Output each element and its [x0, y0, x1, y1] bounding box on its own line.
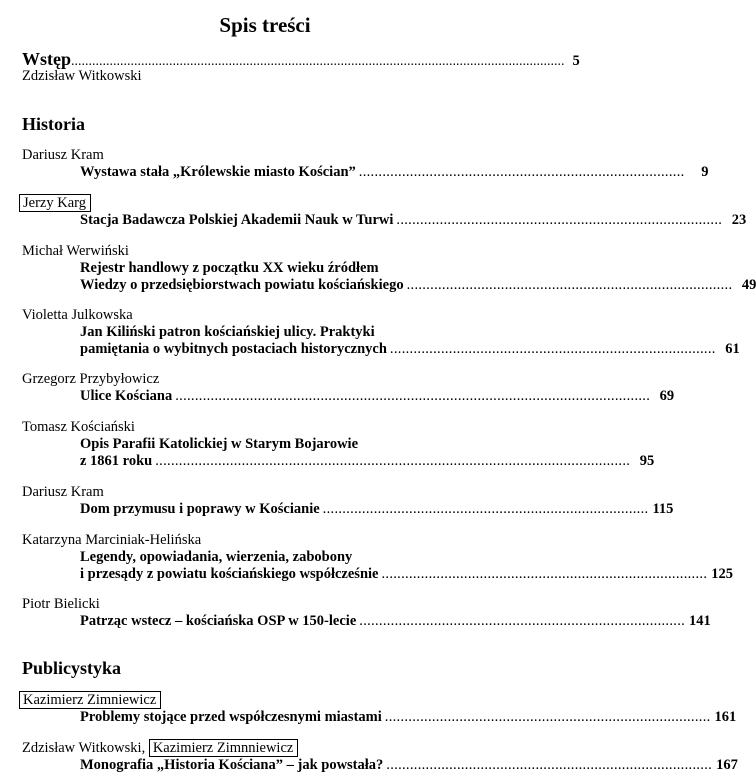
dot-leader: ...................................................................................	[406, 277, 733, 293]
page-number: 125	[711, 566, 733, 582]
entry-title: i przesądy z powiatu kościańskiego współcześnie	[80, 566, 379, 582]
entry-author: Katarzyna Marciniak-Helińska	[22, 532, 202, 548]
page-number: 95	[639, 453, 655, 469]
entry-author	[22, 740, 298, 757]
toc-entry[interactable]	[80, 164, 709, 181]
entry-title: pamiętania o wybitnych postaciach historycznych	[80, 341, 387, 357]
toc-entry[interactable]	[80, 757, 738, 774]
page-title: Spis treści	[219, 13, 311, 37]
author-prefix: Zdzisław Witkowski,	[22, 740, 146, 756]
dot-leader: ...................................................................................	[322, 501, 649, 517]
entry-title: Problemy stojące przed współczesnymi miastami	[80, 709, 382, 725]
toc-entry[interactable]	[80, 260, 756, 294]
page-number: 49	[741, 277, 756, 293]
dot-leader: ...................................................................................	[396, 212, 723, 228]
entry-title: Wiedzy o przedsiębiorstwach powiatu kościańskiego	[80, 277, 404, 293]
entry-author: Tomasz Kościański	[22, 419, 135, 435]
toc-entry[interactable]	[80, 709, 737, 726]
entry-title: Patrząc wstecz – kościańska OSP w 150-lecie	[80, 613, 357, 629]
dot-leader: ...................................................................................	[381, 566, 708, 582]
dot-leader: ...................................................................................	[358, 164, 685, 180]
section-heading-publicystyka: Publicystyka	[22, 658, 122, 678]
entry-title: Jan Kiliński patron kościańskiej ulicy. Praktyki	[80, 324, 375, 340]
toc-entry[interactable]	[80, 388, 675, 405]
dot-leader: ...................................................................................	[384, 709, 711, 725]
section-heading-historia: Historia	[22, 114, 85, 134]
dot-leader: ...................................................................................	[359, 613, 686, 629]
toc-entry[interactable]	[80, 613, 711, 630]
toc-entry[interactable]	[80, 501, 674, 518]
entry-title: Wystawa stała „Królewskie miasto Kościan”	[80, 164, 356, 180]
highlighted-author: Kazimierz Zimniewicz	[19, 691, 161, 709]
entry-title: Stacja Badawcza Polskiej Akademii Nauk w Turwi	[80, 212, 394, 228]
entry-title: Rejestr handlowy z początku XX wieku źródłem	[80, 260, 379, 276]
page-number: 167	[716, 757, 738, 773]
entry-author: Piotr Bielicki	[22, 596, 100, 612]
entry-author: Grzegorz Przybyłowicz	[22, 371, 160, 387]
page-number: 161	[714, 709, 737, 725]
entry-title: Ulice Kościana	[80, 388, 173, 404]
dot-leader: .........................................................................................................................	[155, 453, 631, 469]
entry-title: z 1861 roku	[80, 453, 153, 469]
toc-entry[interactable]	[80, 549, 733, 583]
highlighted-author: Jerzy Karg	[19, 194, 91, 212]
entry-author: Dariusz Kram	[22, 147, 104, 163]
toc-entry[interactable]	[80, 324, 740, 358]
page-number: 9	[701, 164, 709, 180]
dot-leader: ...................................................................................	[386, 757, 713, 773]
page-number: 61	[725, 341, 740, 357]
dot-leader: .........................................................................................................................	[175, 388, 651, 404]
page-number: 115	[652, 501, 674, 517]
highlighted-author: Kazimierz Zimnniewicz	[149, 739, 299, 757]
entry-title: Monografia „Historia Kościana” – jak powstała?	[80, 757, 384, 773]
entry-title: Opis Parafii Katolickiej w Starym Bojarowie	[80, 436, 359, 452]
toc-entry[interactable]	[80, 436, 655, 470]
page-number: 69	[659, 388, 675, 404]
entry-author	[22, 195, 91, 212]
entry-author: Dariusz Kram	[22, 484, 104, 500]
entry-title: Legendy, opowiadania, wierzenia, zabobony	[80, 549, 353, 565]
dot-leader: .............................................................................................................................................	[71, 54, 565, 69]
toc-entry[interactable]	[80, 212, 747, 229]
page-number: 5	[572, 53, 580, 69]
entry-author: Michał Werwiński	[22, 243, 129, 259]
entry-author	[22, 692, 161, 709]
entry-author: Violetta Julkowska	[22, 307, 133, 323]
page-number: 141	[689, 613, 711, 629]
dot-leader: ...................................................................................	[389, 341, 716, 357]
intro-heading: Wstęp	[22, 49, 71, 69]
intro-author: Zdzisław Witkowski	[22, 68, 142, 84]
page-number: 23	[731, 212, 747, 228]
entry-title: Dom przymusu i poprawy w Kościanie	[80, 501, 320, 517]
